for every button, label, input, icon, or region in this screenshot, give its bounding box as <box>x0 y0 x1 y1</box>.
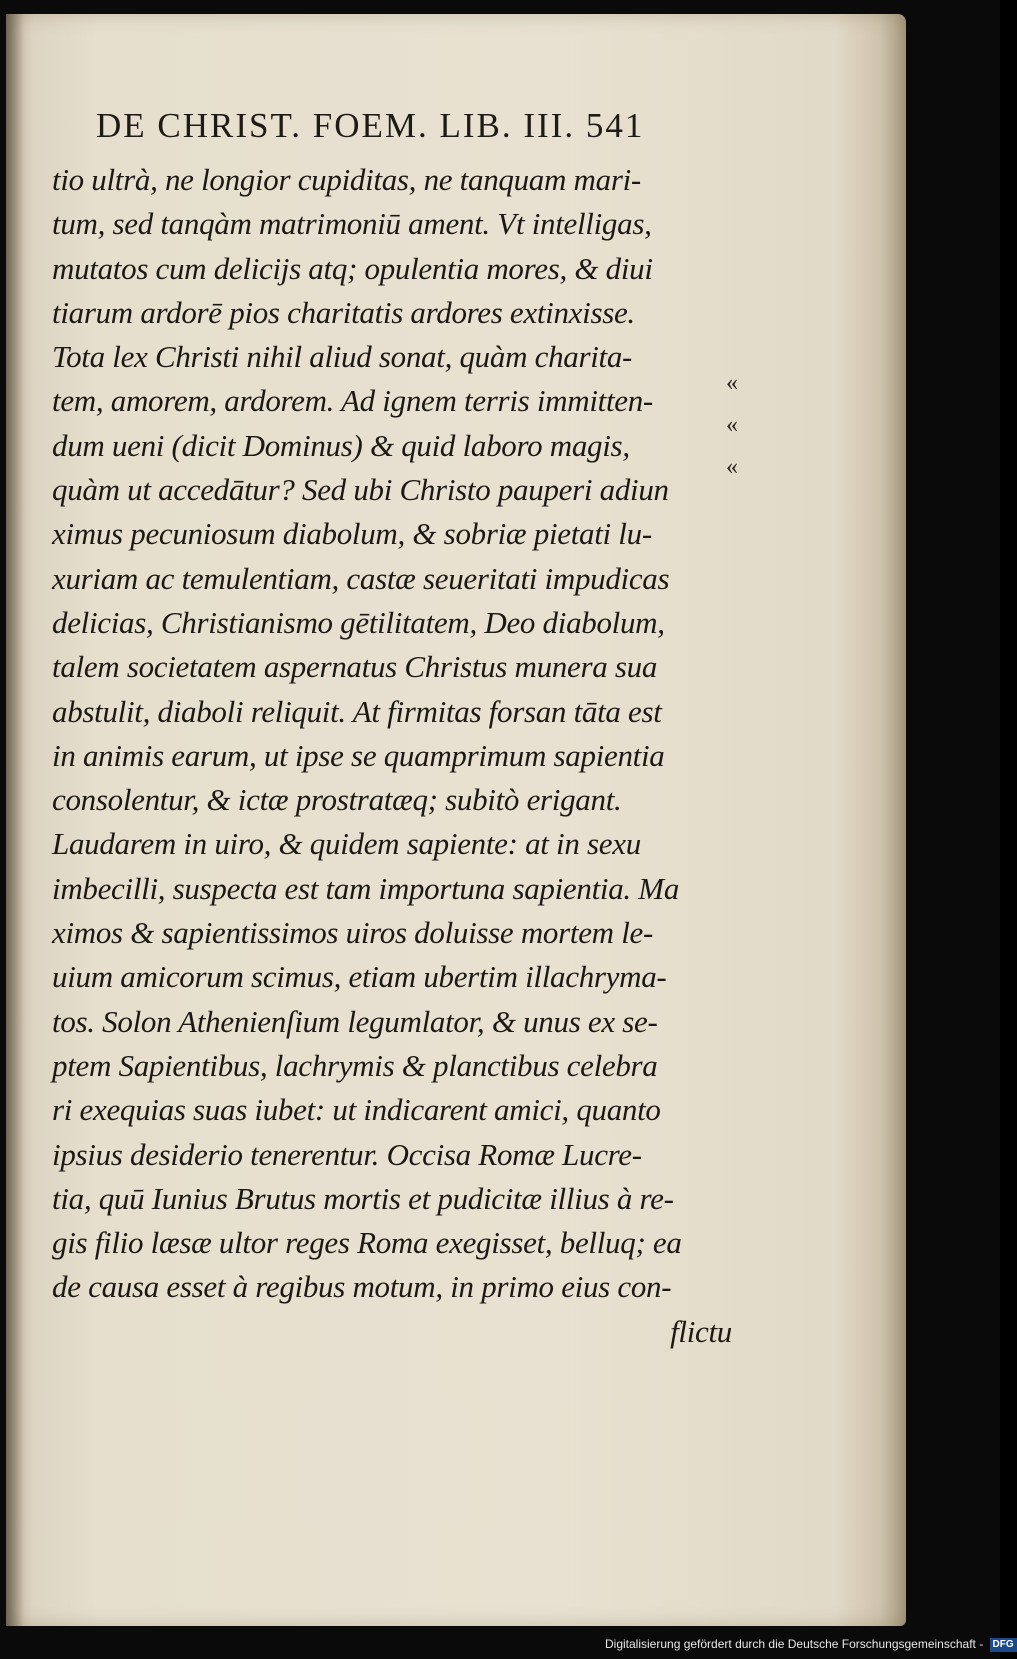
text-line: ipsius desiderio tenerentur. Occisa Romæ Lucre- <box>52 1136 642 1172</box>
text-line: ximos & sapientissimos uiros doluisse mortem le- <box>52 915 653 951</box>
margin-quote-mark: « <box>726 370 738 396</box>
text-line: tio ultrà, ne longior cupiditas, ne tanquam mari- <box>52 162 641 197</box>
text-line: dum ueni (dicit Dominus) & quid laboro magis, <box>52 427 630 463</box>
catchword: flictu <box>670 1313 732 1349</box>
spine-shadow <box>6 14 24 1626</box>
text-line: in animis earum, ut ipse se quamprimum sapientia <box>52 737 665 773</box>
text-line: abstulit, diaboli reliquit. At firmitas forsan tāta est <box>52 693 662 729</box>
text-line: tia, quū Iunius Brutus mortis et pudicitæ illius à re- <box>52 1180 674 1216</box>
text-line: tem, amorem, ardorem. Ad ignem terris immitten- <box>52 383 653 419</box>
text-line: talem societatem aspernatus Christus munera sua <box>52 649 658 685</box>
text-line: ptem Sapientibus, lachrymis & planctibus celebra <box>52 1047 658 1083</box>
text-line: quàm ut accedātur? Sed ubi Christo pauperi adiun <box>52 472 669 508</box>
text-line: tos. Solon Athenienſium legumlator, & unus ex se- <box>52 1003 658 1039</box>
text-line: Laudarem in uiro, & quidem sapiente: at in sexu <box>52 826 641 862</box>
text-line: imbecilli, suspecta est tam importuna sapientia. Ma <box>52 870 680 906</box>
text-line: de causa esset à regibus motum, in primo eius con- <box>52 1269 672 1305</box>
margin-quote-mark: « <box>726 412 738 438</box>
text-line: xuriam ac temulentiam, castæ seueritati impudicas <box>52 560 670 596</box>
text-line: tum, sed tanqàm matrimoniū ament. Vt intelligas, <box>52 206 652 242</box>
text-line: ri exequias suas iubet: ut indicarent amici, quanto <box>52 1092 661 1128</box>
text-line: mutatos cum delicijs atq; opulentia mores, & diui <box>52 250 653 286</box>
body-text <box>52 158 732 1354</box>
text-line: Tota lex Christi nihil aliud sonat, quàm charita- <box>52 339 633 375</box>
margin-quote-mark: « <box>726 454 738 480</box>
dfg-logo: DFG <box>990 1638 1017 1652</box>
text-line: ximus pecuniosum diabolum, & sobriæ pietati lu- <box>52 516 652 552</box>
text-line: tiarum ardorē pios charitatis ardores extinxisse. <box>52 294 635 330</box>
digitization-footer <box>605 1634 1014 1654</box>
text-line: delicias, Christianismo gētilitatem, Deo diabolum, <box>52 604 665 640</box>
text-line: gis filio læsæ ultor reges Roma exegisset, belluq; ea <box>52 1225 682 1261</box>
text-line: consolentur, & ictæ prostratæq; subitò erigant. <box>52 782 622 818</box>
text-line: uium amicorum scimus, etiam ubertim illachryma- <box>52 959 667 995</box>
running-head: DE CHRIST. FOEM. LIB. III. 541 <box>96 106 645 145</box>
footer-text: Digitalisierung gefördert durch die Deutsche Forschungsgemeinschaft - <box>605 1637 984 1651</box>
